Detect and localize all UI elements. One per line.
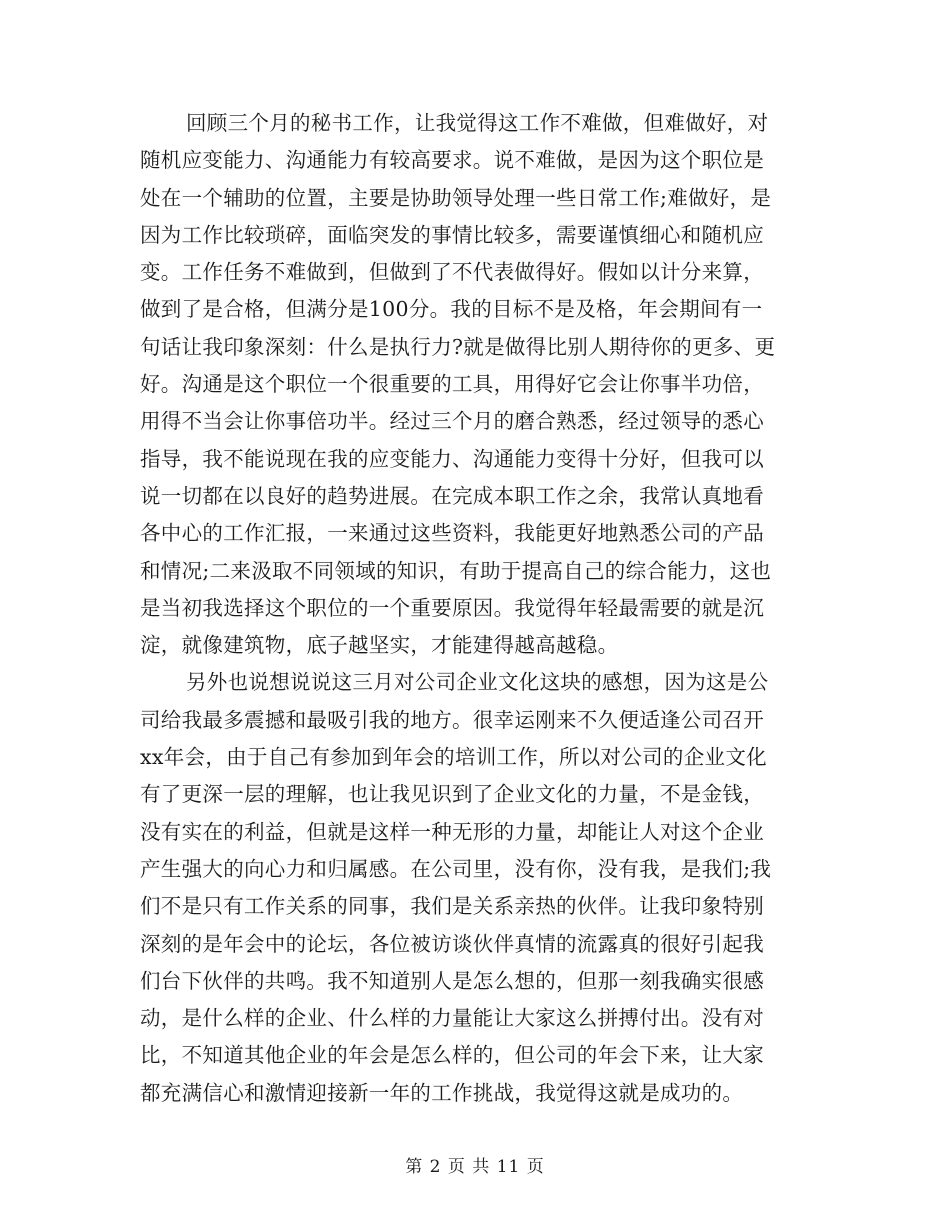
text-line: 有了更深一层的理解，也让我见识到了企业文化的力量，不是金钱， bbox=[140, 782, 764, 807]
text-line: 们台下伙伴的共鸣。我不知道别人是怎么想的，但那一刻我确实很感 bbox=[140, 968, 764, 993]
paragraph-1 bbox=[140, 105, 810, 664]
text-line: 产生强大的向心力和归属感。在公司里，没有你，没有我，是我们;我 bbox=[140, 856, 772, 881]
text-line: 深刻的是年会中的论坛，各位被访谈伙伴真情的流露真的很好引起我 bbox=[140, 931, 764, 956]
text-line: 和情况;二来汲取不同领域的知识，有助于提高自己的综合能力，这也 bbox=[140, 558, 772, 583]
text-line: 淀，就像建筑物，底子越坚实，才能建得越高越稳。 bbox=[140, 633, 619, 658]
text-line: 做到了是合格，但满分是100分。我的目标不是及格，年会期间有一 bbox=[140, 297, 763, 322]
text-line: 说一切都在以良好的趋势进展。在完成本职工作之余，我常认真地看 bbox=[140, 483, 764, 508]
text-line: 动，是什么样的企业、什么样的力量能让大家这么拼搏付出。没有对 bbox=[140, 1006, 764, 1031]
text-line: 因为工作比较琐碎，面临突发的事情比较多，需要谨慎细心和随机应 bbox=[140, 222, 764, 247]
text-line: 司给我最多震撼和最吸引我的地方。很幸运刚来不久便适逢公司召开 bbox=[140, 707, 764, 732]
text-line: 是当初我选择这个职位的一个重要原因。我觉得年轻最需要的就是沉 bbox=[140, 595, 764, 620]
text-line: xx年会，由于自己有参加到年会的培训工作，所以对公司的企业文化 bbox=[140, 745, 767, 770]
text-line: 另外也说想说说这三月对公司企业文化这块的感想，因为这是公 bbox=[186, 670, 769, 695]
text-line: 用得不当会让你事倍功半。经过三个月的磨合熟悉，经过领导的悉心 bbox=[140, 409, 764, 434]
text-line: 各中心的工作汇报，一来通过这些资料，我能更好地熟悉公司的产品 bbox=[140, 521, 764, 546]
page-footer bbox=[0, 1152, 950, 1177]
text-line: 好。沟通是这个职位一个很重要的工具，用得好它会让你事半功倍， bbox=[140, 372, 764, 397]
text-line: 比，不知道其他企业的年会是怎么样的，但公司的年会下来，让大家 bbox=[140, 1043, 764, 1068]
document-body bbox=[140, 105, 810, 1112]
text-line: 指导，我不能说现在我的应变能力、沟通能力变得十分好，但我可以 bbox=[140, 446, 764, 471]
text-line: 随机应变能力、沟通能力有较高要求。说不难做，是因为这个职位是 bbox=[140, 148, 764, 173]
paragraph-2 bbox=[140, 664, 810, 1112]
text-line: 句话让我印象深刻：什么是执行力?就是做得比别人期待你的更多、更 bbox=[140, 334, 776, 359]
text-line: 处在一个辅助的位置，主要是协助领导处理一些日常工作;难做好，是 bbox=[140, 185, 772, 210]
text-line: 都充满信心和激情迎接新一年的工作挑战，我觉得这就是成功的。 bbox=[140, 1080, 744, 1105]
text-line: 变。工作任务不难做到，但做到了不代表做得好。假如以计分来算， bbox=[140, 260, 764, 285]
page-number-label: 第 2 页 共 11 页 bbox=[405, 1157, 545, 1177]
text-line: 们不是只有工作关系的同事，我们是关系亲热的伙伴。让我印象特别 bbox=[140, 894, 764, 919]
text-line: 回顾三个月的秘书工作，让我觉得这工作不难做，但难做好，对 bbox=[186, 111, 769, 135]
text-line: 没有实在的利益，但就是这样一种无形的力量，却能让人对这个企业 bbox=[140, 819, 764, 844]
